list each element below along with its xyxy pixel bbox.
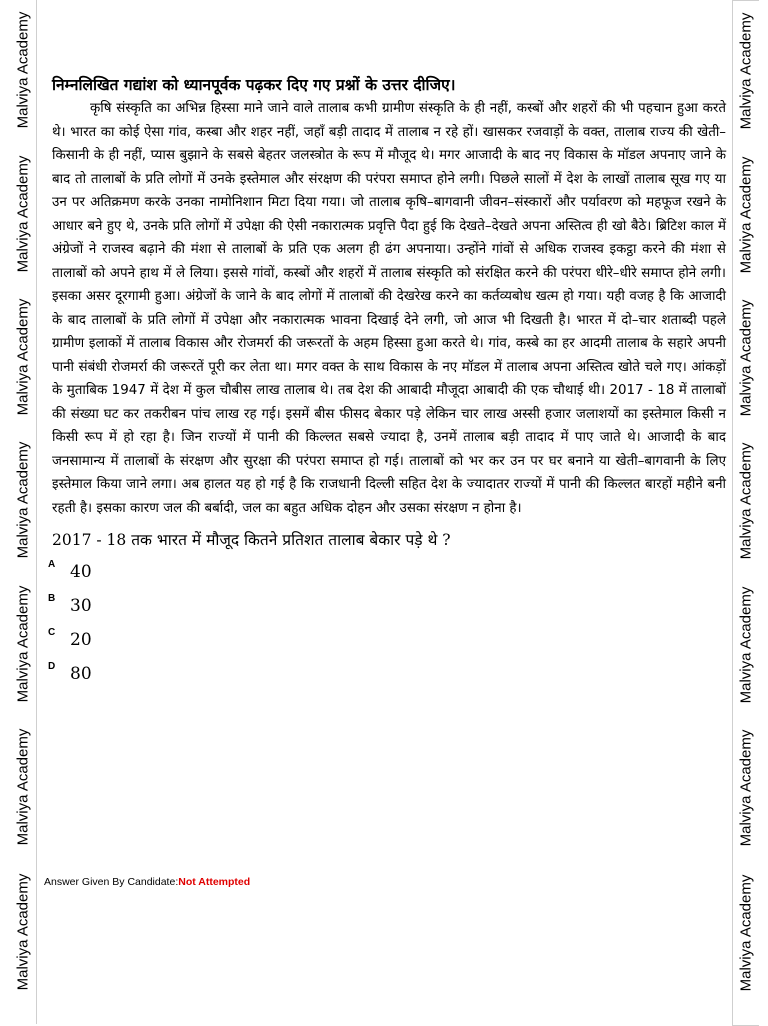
watermark-label: Malviya Academy [737,874,755,992]
option-b[interactable] [48,590,726,624]
watermark-label: Malviya Academy [737,729,755,847]
watermark-label: Malviya Academy [737,12,755,130]
question-content [48,74,726,692]
option-c[interactable] [48,624,726,658]
option-a[interactable] [48,556,726,590]
answer-status: Not Attempted [178,876,251,888]
answer-label: Answer Given By Candidate: [44,876,179,888]
watermark-label: Malviya Academy [14,441,32,559]
passage-instruction: निम्नलिखित गद्यांश को ध्यानपूर्वक पढ़कर दिए गए प्रश्नों के उत्तर दीजिए। [52,76,456,94]
watermark-label: Malviya Academy [14,298,32,416]
watermark-label: Malviya Academy [737,299,755,417]
option-value: 80 [70,664,92,684]
option-letter: B [48,593,56,604]
watermark-label: Malviya Academy [737,156,755,274]
option-value: 20 [70,630,92,650]
question-text: 2017 - 18 तक भारत में मौजूद कितने प्रतिशत तालाब बेकार पड़े थे ? [52,531,451,549]
watermark-label: Malviya Academy [737,442,755,560]
option-value: 40 [70,562,92,582]
left-watermark-strip [10,0,37,1024]
option-letter: C [48,627,56,638]
option-letter: A [48,559,56,570]
passage-text: कृषि संस्कृति का अभिन्न हिस्सा माने जाने वाले तालाब कभी ग्रामीण संस्कृति के ही नहीं, कस्बों और शहरों की भी पहचान हुआ करते थे। भारत का कोई ऐसा गांव, कस्बा और शहर नहीं, जहाँ बड़ी तादाद में तालाब न रहे हों। खासकर रजवाड़ों के वक्त, तालाब राज्य की खेती–किसानी के ही नहीं, प्यास बुझाने के सबसे बेहतर जलस्त्रोत के रूप में मौजूद थे। मगर आजादी के बाद नए विकास के मॉडल अपनाए जाने के बाद तो तालाबों के प्रति लोगों में उनके इस्तेमाल और संरक्षण की परंपरा समाप्त होने लगी। पिछले सालों में देश के लाखों तालाब सूख गए या उन पर अतिक्रमण करके उनका नामोनिशान मिटा दिया गया। जो तालाब कृषि–बागवानी जीवन–संस्कारों और पर्यावरण को महफूज रखने के आधार बने हुए थे, उनके प्रति लोगों में उपेक्षा की ऐसी नकारात्मक प्रवृत्ति पैदा हुई कि देखते–देखते अपना अस्तित्व ही खो बैठे। ब्रिटिश काल में अंग्रेजों ने राजस्व बढ़ाने की मंशा से तालाबों के प्रति एक अलग ही ढंग अपनाया। उन्होंने गांवों से अधिक राजस्व इकट्ठा करने की मंशा से तालाबों को अपने हाथ में ले लिया। इससे गांवों, कस्बों और शहरों में तालाब संस्कृति को संरक्षित करने की परंपरा धीरे–धीरे समाप्त होने लगी। इसका असर दूरगामी हुआ। अंग्रेजों के जाने के बाद लोगों में तालाबों की देखरेख करने का कर्तव्यबोध खत्म हो गया। यही वजह है कि आजादी के बाद तालाबों के प्रति लोगों में उपेक्षा और नकारात्मक भावना दिखाई देने लगी, जो आज भी दिखती है। भारत में दो–चार शताब्दी पहले ग्रामीण इलाकों में तालाब विकास और रोजमर्रा की जरूरतों के अहम हिस्सा हुआ करते थे। गांव, कस्बे का हर आदमी तालाब के सहारे अपनी पानी संबंधी रोजमर्रा की जरूरतें पूरी कर लेता था। मगर वक्त के साथ विकास के नए मॉडल में तालाब अपना अस्तित्व खोते चले गए। आंकड़ों के मुताबिक 1947 में देश में कुल चौबीस लाख तालाब थे। तब देश की आबादी मौजूदा आबादी की एक चौथाई थी। 2017 - 18 में तालाबों की संख्या घट कर तकरीबन पांच लाख रह गई। इसमें बीस फीसद बेकार पड़े लेकिन चार लाख अस्सी हजार जलाशयों का इस्तेमाल किसी न किसी रूप में हो रहा है। जिन राज्यों में पानी की किल्लत सबसे ज्यादा है, उनमें तालाब बड़ी तादाद में पाए जाते थे। आजादी के बाद जनसामान्य में तालाबों के संरक्षण और सुरक्षा की परंपरा समाप्त हो गई। तालाबों को भर कर उन पर घर बनाने या खेती–बागवानी के लिए इस्तेमाल किया जाने लगा। अब हालत यह हो गई है कि राजधानी दिल्ली सहित देश के ज्यादातर राज्यों में पानी की किल्लत बारहों महीने बनी रहती है। इसका कारण जल की बर्बादी, जल का बहुत अधिक दोहन और उसका संरक्षण न होना है। [52,101,726,516]
right-watermark-strip [732,0,759,1026]
option-value: 30 [70,596,92,616]
watermark-label: Malviya Academy [14,155,32,273]
option-d[interactable] [48,658,726,692]
watermark-label: Malviya Academy [14,728,32,846]
watermark-label: Malviya Academy [14,11,32,129]
watermark-label: Malviya Academy [14,585,32,703]
watermark-label: Malviya Academy [737,586,755,704]
watermark-label: Malviya Academy [14,873,32,991]
option-letter: D [48,661,56,672]
candidate-answer [44,876,250,888]
